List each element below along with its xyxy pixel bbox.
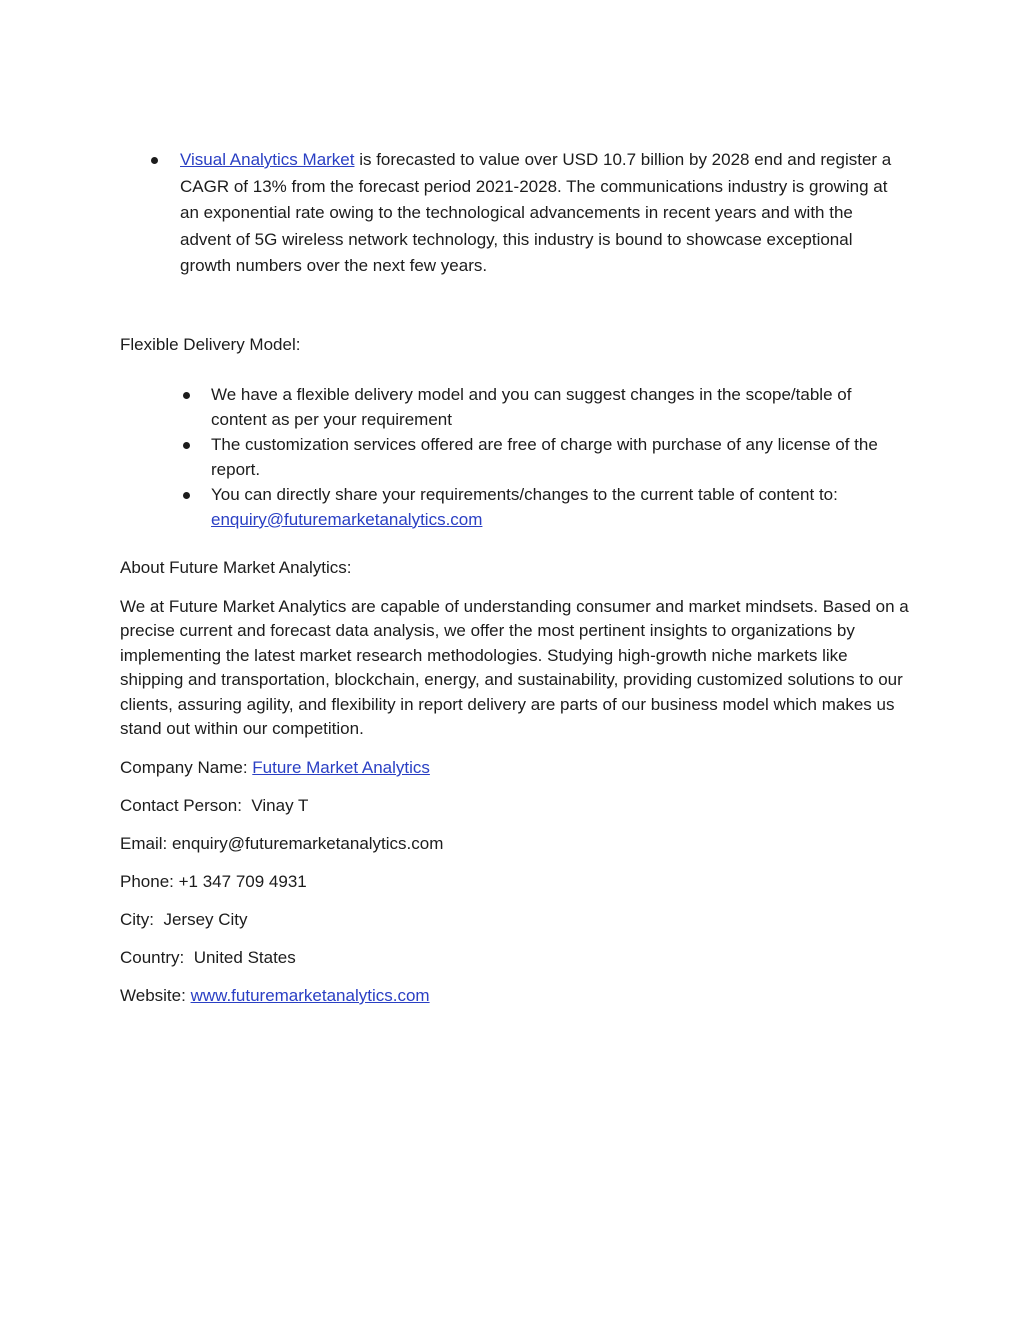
bullet-icon	[151, 157, 158, 164]
bullet-icon	[183, 492, 190, 499]
company-label: Company Name	[120, 758, 243, 777]
separator: :	[179, 948, 194, 967]
separator: :	[242, 758, 253, 777]
flexible-item-3-text: You can directly share your requirements/changes to the current table of content to:	[211, 485, 838, 504]
flexible-delivery-heading: Flexible Delivery Model:	[120, 335, 301, 354]
intro-text: is forecasted to value over USD 10.7 billion by 2028 end and register a CAGR of 13% from the forecast period 2021-2028. The communications industry is growing at an exponential rate owing to the technological advancements in recent years and with the advent of 5G wireless network technology, this industry is bound to showcase exceptional growth numbers over the next few years.	[180, 150, 892, 275]
email-value: enquiry@futuremarketanalytics.com	[171, 834, 444, 853]
email-row	[120, 832, 443, 856]
country-label: Country	[120, 948, 180, 967]
separator: :	[149, 910, 164, 929]
city-label: City	[120, 910, 150, 929]
website-row	[120, 984, 430, 1008]
bullet-icon	[183, 392, 190, 399]
visual-analytics-market-link[interactable]: Visual Analytics Market	[180, 150, 355, 169]
company-link[interactable]: Future Market Analytics	[252, 758, 430, 777]
about-heading: About Future Market Analytics:	[120, 558, 352, 577]
country-value: United States	[193, 948, 296, 967]
phone-row	[120, 870, 307, 894]
flexible-item-2: The customization services offered are free of charge with purchase of any license of the report.	[211, 435, 878, 479]
separator: :	[169, 872, 179, 891]
flexible-item-1: We have a flexible delivery model and you can suggest changes in the scope/table of content as per your requirement	[211, 385, 852, 429]
flexible-item-3	[211, 483, 911, 532]
contact-person-label: Contact Person	[120, 796, 238, 815]
phone-value: +1 347 709 4931	[178, 872, 307, 891]
company-name-row	[120, 756, 430, 780]
separator: :	[181, 986, 191, 1005]
contact-person-value: Vinay T	[251, 796, 309, 815]
about-paragraph: We at Future Market Analytics are capable of understanding consumer and market mindsets. Based on a precise current and forecast data analysis, we offer the most pertinent insights to organizations by implementing the latest market research methodologies. Studying high-growth niche markets like shipping and transportation, blockchain, energy, and sustainability, providing customized solutions to our clients, assuring agility, and flexibility in report delivery are parts of our business model which makes us stand out within our competition.	[120, 597, 909, 739]
separator: :	[237, 796, 252, 815]
website-label: Website	[120, 986, 182, 1005]
website-link[interactable]: www.futuremarketanalytics.com	[190, 986, 430, 1005]
contact-person-row	[120, 794, 308, 818]
intro-paragraph	[180, 147, 900, 280]
country-row	[120, 946, 296, 970]
phone-label: Phone	[120, 872, 170, 891]
city-value: Jersey City	[163, 910, 248, 929]
city-row	[120, 908, 248, 932]
email-label: Email	[120, 834, 163, 853]
bullet-icon	[183, 442, 190, 449]
separator: :	[162, 834, 172, 853]
enquiry-email-link[interactable]: enquiry@futuremarketanalytics.com	[211, 509, 483, 529]
